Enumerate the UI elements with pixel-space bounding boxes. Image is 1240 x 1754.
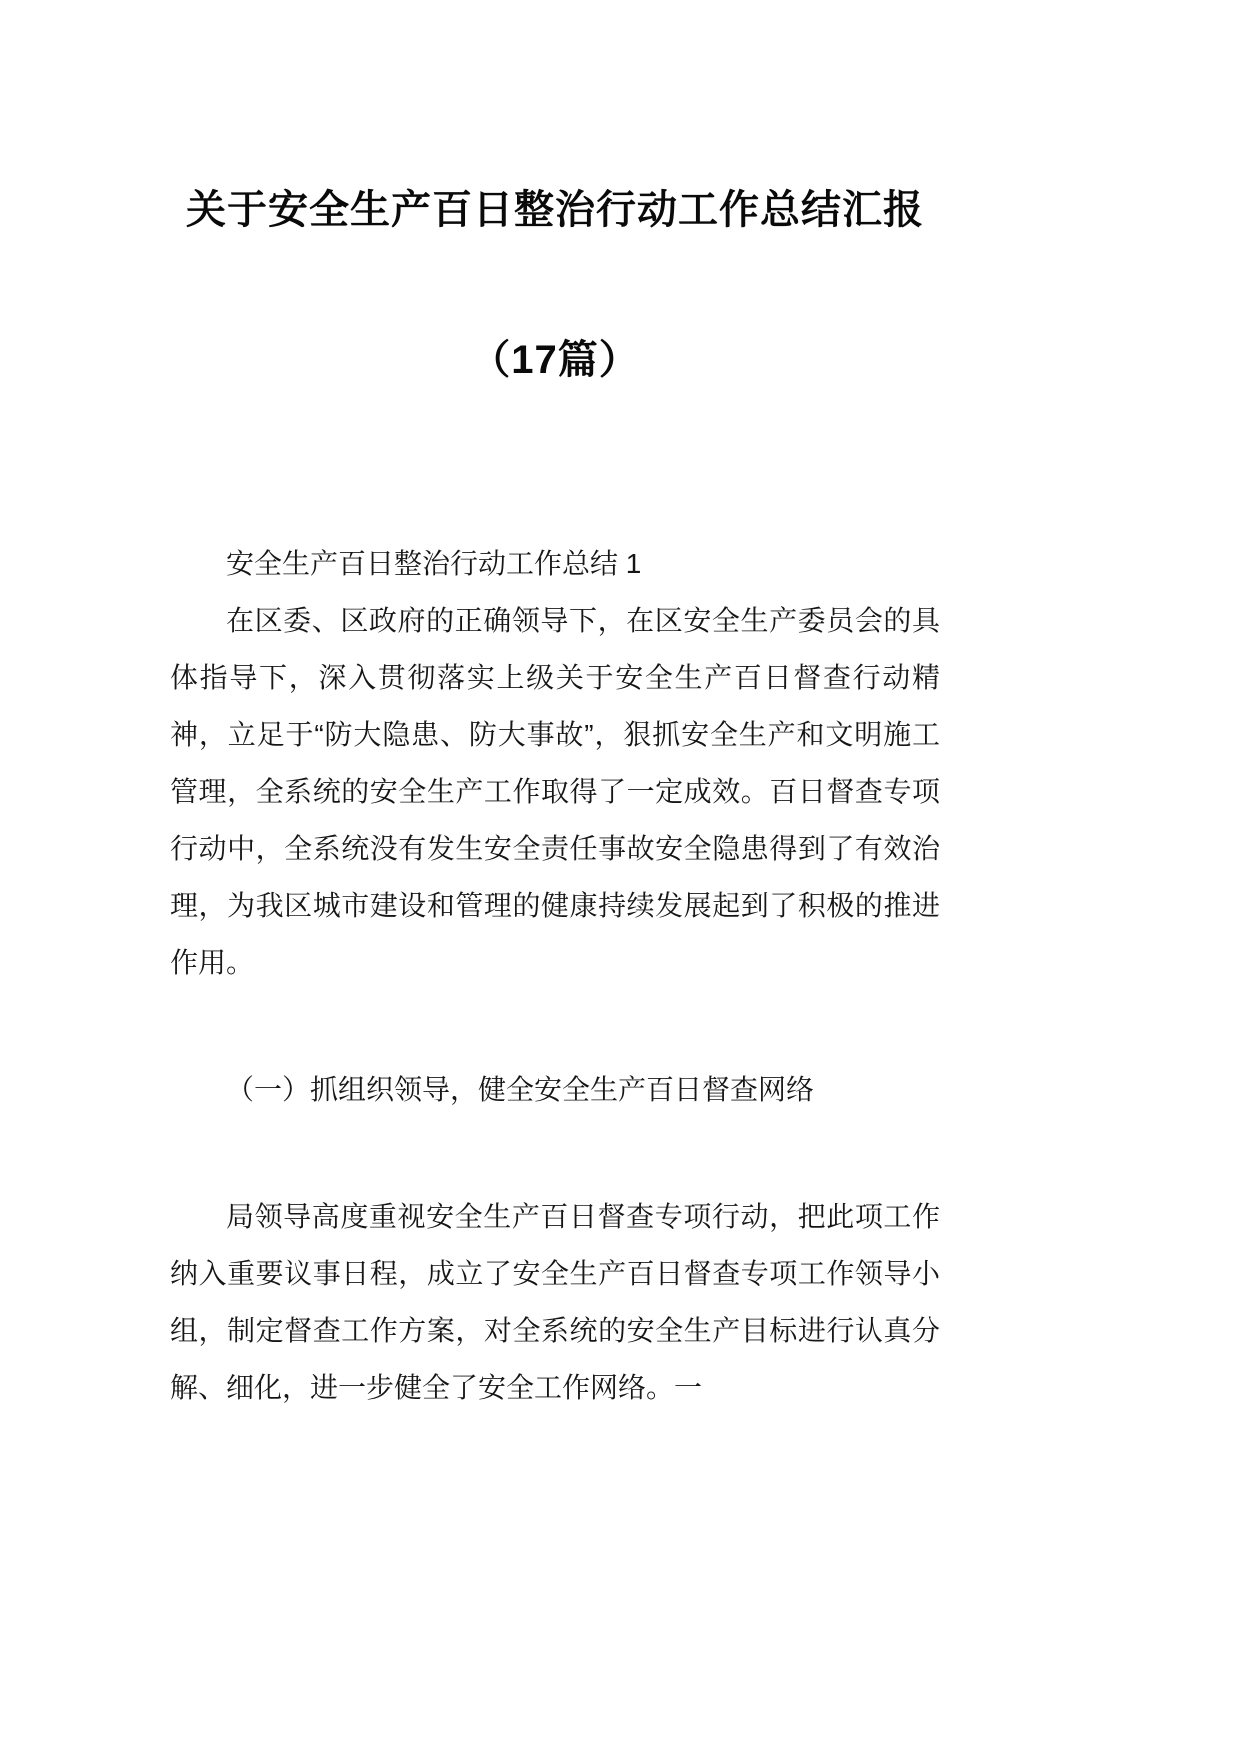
paragraph-body-1: 在区委、区政府的正确领导下，在区安全生产委员会的具体指导下，深入贯彻落实上级关于安全生产百日督查行动精神，立足于“防大隐患、防大事故”，狠抓安全生产和文明施工管理，全系统的安全生产工作取得了一定成效。百日督查专项行动中，全系统没有发生安全责任事故安全隐患得到了有效治理，为我区城市建设和管理的健康持续发展起到了积极的推进作用。 xyxy=(170,605,940,978)
paragraph-subheading: （一）抓组织领导，健全安全生产百日督查网络 xyxy=(226,1074,815,1105)
document-title: 关于安全生产百日整治行动工作总结汇报 xyxy=(186,188,924,232)
document-body xyxy=(170,535,940,1416)
paragraph-section-label: 安全生产百日整治行动工作总结 1 xyxy=(226,548,642,579)
document-subtitle: （17篇） xyxy=(470,338,640,382)
paragraph-body-2: 局领导高度重视安全生产百日督查专项行动，把此项工作纳入重要议事日程，成立了安全生产百日督查专项工作领导小组，制定督查工作方案，对全系统的安全生产目标进行认真分解、细化，进一步健全了安全工作网络。一 xyxy=(170,1201,940,1403)
